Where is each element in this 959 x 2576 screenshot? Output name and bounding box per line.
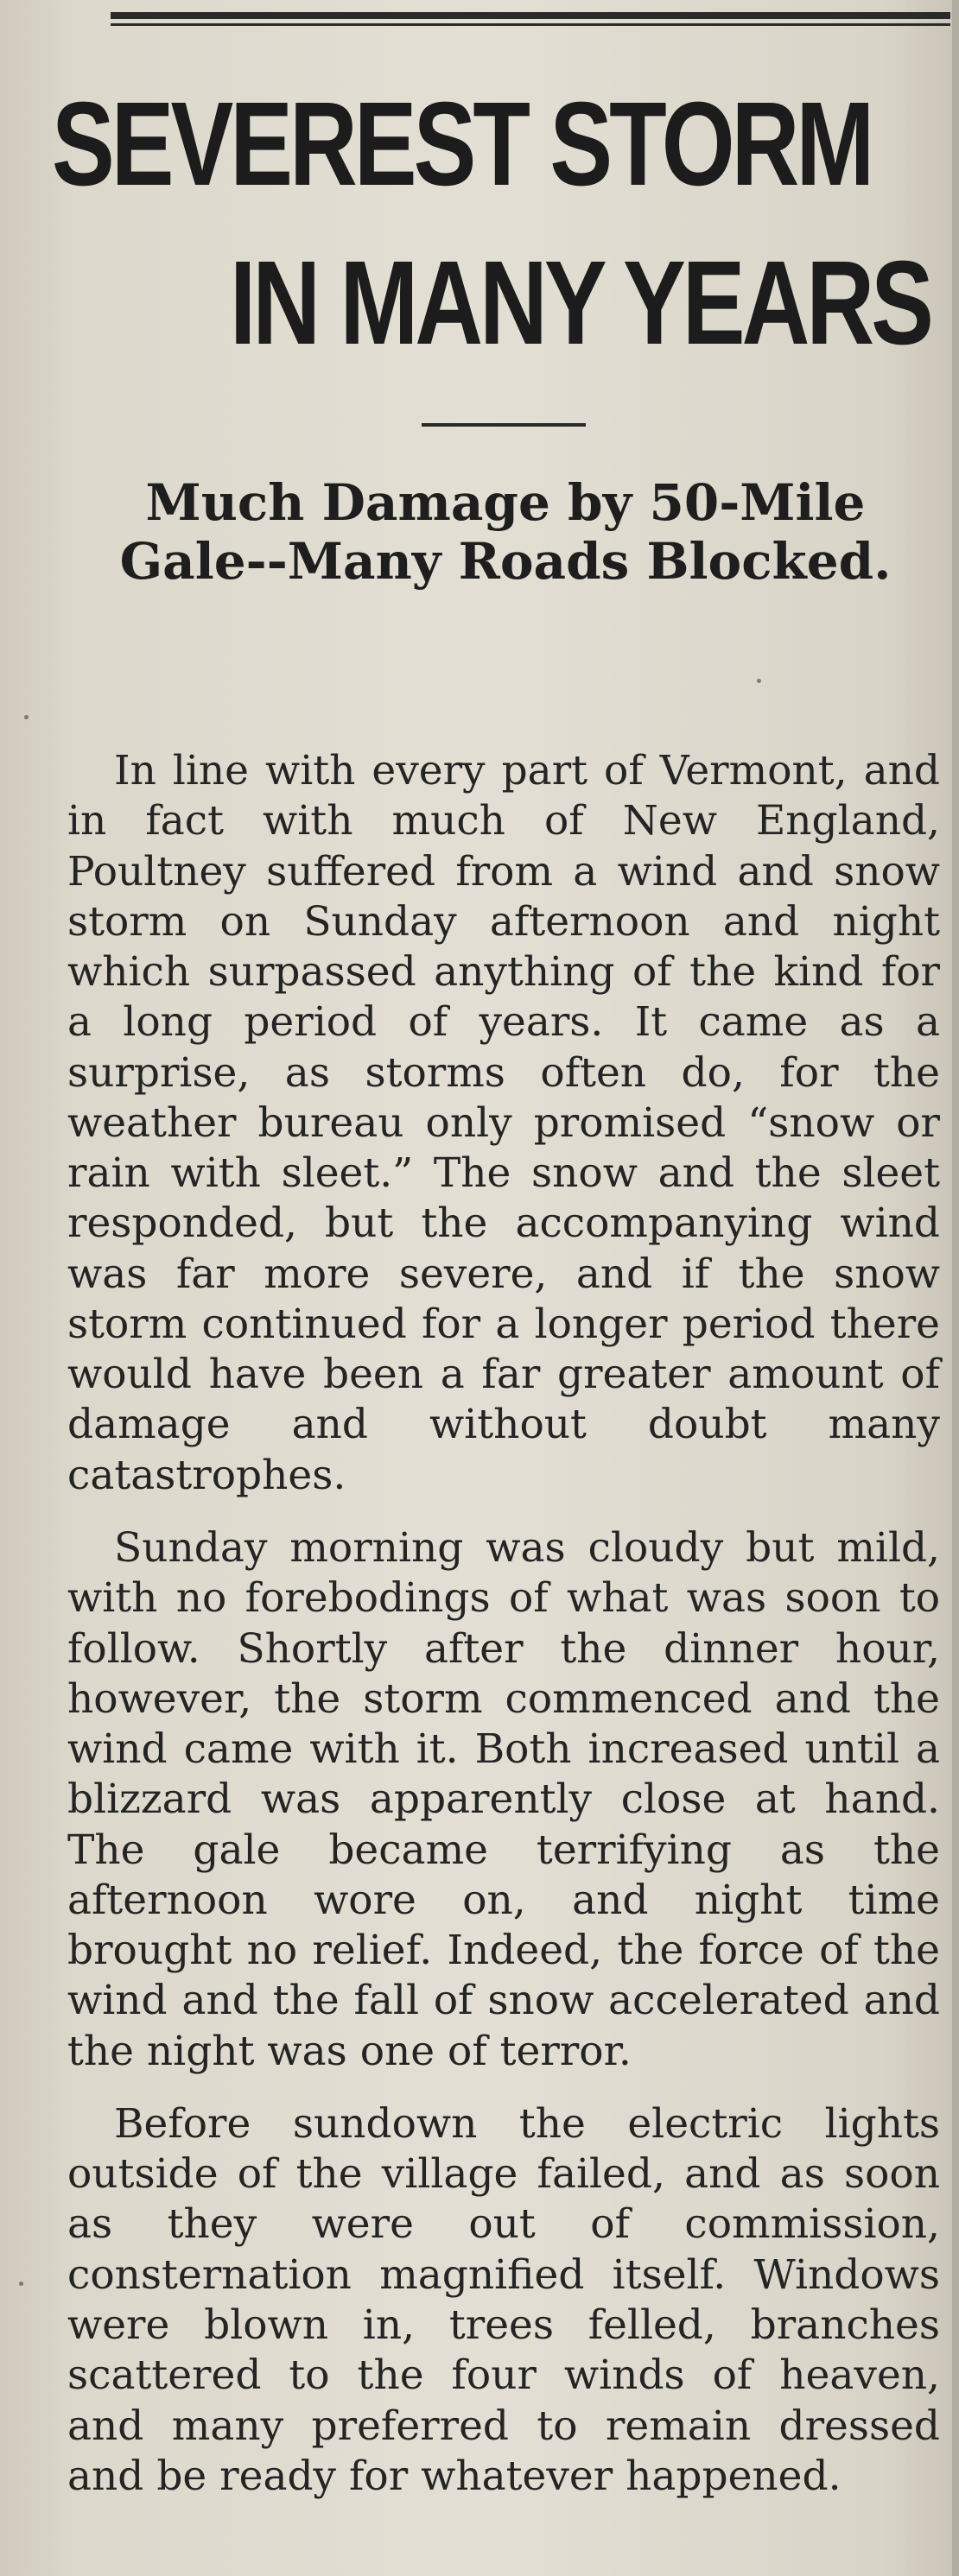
headline-divider [422, 423, 586, 427]
top-double-rule [111, 12, 950, 26]
article-paragraph-1: In line with every part of Vermont, and in fact with much of New England, Poultney suffered from a wind and snow storm on Sunday afternoon and night which surpassed anything of the kind for a long period of years. It came as a surprise, as storms often do, for the weather bureau only promised “snow or rain with sleet.” The snow and the sleet responded, but the accompanying wind was far more severe, and if the snow storm continued for a longer period there would have been a far greater amount of damage and without doubt many catastrophes. [67, 747, 940, 1499]
paper-speck [757, 679, 761, 683]
article-deck: Much Damage by 50-Mile Gale--Many Roads Blocked. [119, 473, 892, 592]
paper-edge-shadow [952, 0, 959, 2576]
article-paragraph-3: Before sundown the electric lights outside of the village failed, and as soon as they were out of commission, consternation magnified itself. Windows were blown in, trees felled, branches scattered to the four winds of heaven, and many preferred to remain dressed and be ready for whatever happened. [67, 2099, 940, 2500]
paper-speck [19, 2282, 23, 2286]
headline-line-2: IN MANY YEARS [230, 237, 930, 370]
headline-line-1: SEVEREST STORM [52, 78, 872, 211]
article-body [67, 746, 940, 2502]
paper-speck [24, 715, 29, 719]
article-paragraph-2: Sunday morning was cloudy but mild, with no forebodings of what was soon to follow. Shortly after the dinner hour, however, the storm commenced and the wind came with it. Both increased until a blizzard was apparently close at hand. The gale became terrifying as the afternoon wore on, and night time brought no relief. Indeed, the force of the wind and the fall of snow accelerated and the night was one of terror. [67, 1523, 940, 2075]
